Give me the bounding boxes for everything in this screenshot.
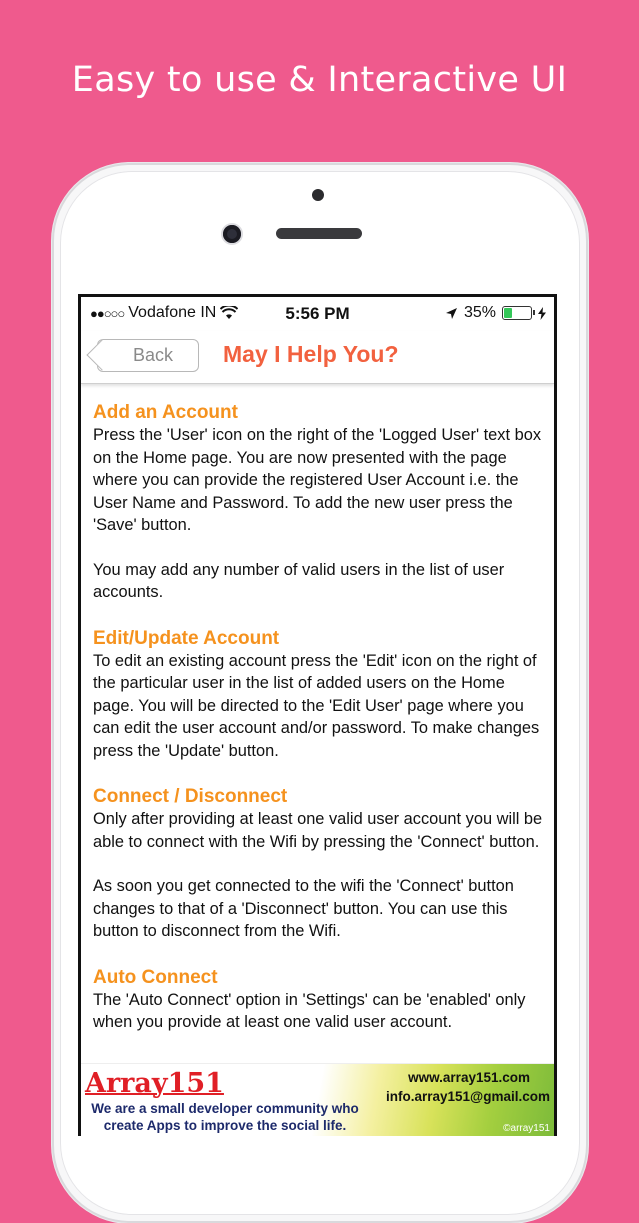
brand-tagline: We are a small developer community who create Apps to improve the social life. [91, 1101, 359, 1133]
promo-headline: Easy to use & Interactive UI [71, 60, 568, 100]
help-content[interactable] [93, 401, 543, 1034]
battery-level [504, 308, 512, 318]
section-title: Edit/Update Account [93, 627, 280, 649]
section-paragraph: To edit an existing account press the 'Edit' icon on the right of the particular user in the list of added users on the Home page. You will be directed to the 'Edit User' page where you can edit the user account and/or password. To make changes press the 'Update' button. [93, 651, 540, 760]
earpiece-speaker-icon [276, 228, 362, 239]
section-title: Connect / Disconnect [93, 786, 288, 807]
back-button[interactable] [97, 339, 199, 372]
front-camera-icon [223, 225, 241, 243]
footer-banner[interactable] [81, 1063, 554, 1136]
page-title: May I Help You? [223, 341, 399, 367]
help-section-auto-connect [93, 966, 543, 1034]
location-arrow-icon [445, 307, 458, 320]
proximity-sensor-icon [312, 189, 324, 201]
section-paragraph: Only after providing at least one valid user account you will be able to connect with the Wifi by pressing the 'Connect' button. [93, 810, 543, 851]
section-paragraph: Press the 'User' icon on the right of the 'Logged User' text box on the Home page. You are now presented with the page where you can provide the registered User Account i.e. the User Name and Password. To add the new user press the 'Save' button. [93, 426, 542, 534]
status-bar [81, 297, 554, 331]
section-title: Add an Account [93, 402, 238, 423]
battery-icon [502, 306, 532, 320]
status-right [445, 304, 546, 322]
back-chevron-icon [86, 339, 117, 370]
help-section-connect [93, 785, 543, 943]
section-paragraph: You may add any number of valid users in the list of user accounts. [93, 560, 505, 601]
navigation-bar [81, 331, 554, 384]
brand-logo: Array151 [85, 1068, 224, 1099]
help-section-add-account [93, 401, 543, 604]
copyright-text: ©array151 [503, 1123, 550, 1134]
back-button-label: Back [132, 345, 174, 365]
charging-bolt-icon [538, 307, 546, 320]
section-title: Auto Connect [93, 966, 218, 988]
section-paragraph: The 'Auto Connect' option in 'Settings' can be 'enabled' only when you provide at least one valid user account. [93, 990, 526, 1031]
battery-percent: 35% [463, 304, 496, 321]
signal-strength-icon: ●●○○○ [90, 305, 125, 321]
email-link[interactable]: info.array151@gmail.com [386, 1089, 550, 1104]
section-paragraph: As soon you get connected to the wifi the 'Connect' button changes to that of a 'Disconnect' button. You can use this button to disconnect from the Wifi. [93, 877, 514, 940]
help-section-edit-account [93, 627, 543, 763]
phone-screen [78, 294, 557, 1136]
carrier-name: Vodafone IN [128, 304, 217, 321]
status-time: 5:56 PM [285, 304, 350, 323]
website-link[interactable]: www.array151.com [408, 1070, 530, 1085]
